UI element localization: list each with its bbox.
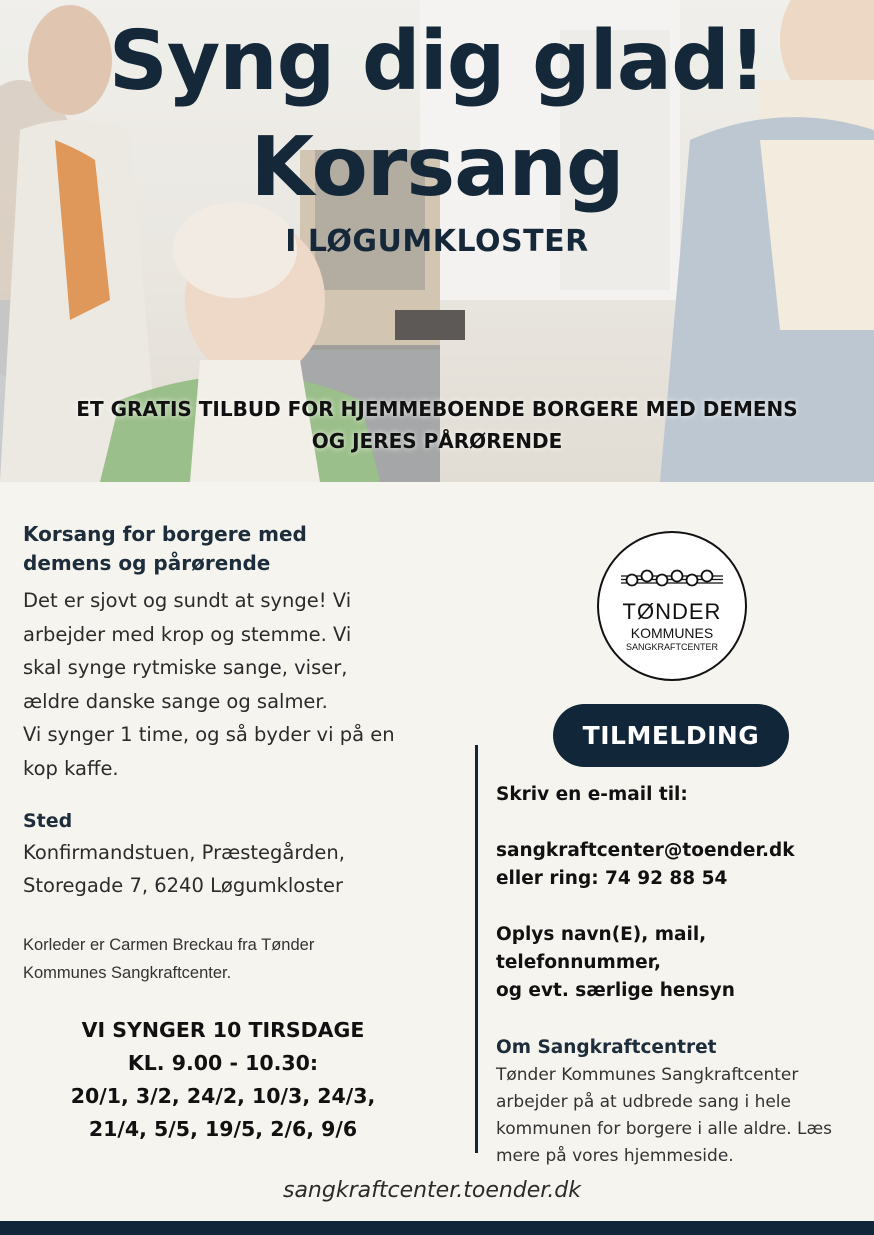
hero-photo	[0, 0, 874, 482]
schedule-line2: KL. 9.00 - 10.30:	[127, 1051, 319, 1075]
intro-heading	[23, 520, 443, 578]
right-column	[496, 781, 856, 1170]
spacer	[496, 893, 856, 921]
about-body	[496, 1062, 856, 1170]
schedule	[23, 1014, 423, 1146]
intro-body-line: Vi synger 1 time, og så byder vi på en	[23, 723, 395, 746]
logo-line1: TØNDER	[622, 599, 722, 624]
left-column	[23, 520, 443, 987]
hero-location: I LØGUMKLOSTER	[285, 224, 589, 259]
about-heading: Om Sangkraftcentret	[496, 1037, 717, 1058]
leader-line2: Kommunes Sangkraftcenter.	[23, 964, 232, 982]
intro-body-line: skal synge rytmiske sange, viser,	[23, 656, 348, 679]
registration-info-line1: Oplys navn(E), mail,	[496, 924, 707, 945]
venue-line1: Konfirmandstuen, Præstegården,	[23, 841, 345, 864]
about-body-line: kommunen for borgere i alle aldre. Læs	[496, 1119, 833, 1139]
intro-body-line: Det er sjovt og sundt at synge! Vi	[23, 589, 352, 612]
intro-body	[23, 584, 443, 785]
registration-button[interactable]: TILMELDING	[553, 704, 789, 767]
music-notes-icon	[599, 565, 745, 595]
schedule-line1: VI SYNGER 10 TIRSDAGE	[81, 1018, 365, 1042]
about-body-line: Tønder Kommunes Sangkraftcenter	[496, 1065, 799, 1085]
about-body-line: mere på vores hjemmeside.	[496, 1146, 734, 1166]
footer-website-link[interactable]: sangkraftcenter.toender.dk	[282, 1178, 582, 1203]
hero-title-line2: Korsang	[250, 120, 624, 215]
hero-tagline	[30, 393, 844, 457]
venue-address	[23, 836, 443, 902]
leader-line1: Korleder er Carmen Breckau fra Tønder	[23, 936, 315, 954]
logo-line2: KOMMUNES	[630, 625, 714, 641]
hero-tagline-line2: OG JERES PÅRØRENDE	[311, 429, 563, 453]
intro-body-line: kop kaffe.	[23, 756, 119, 780]
logo-line3: SANGKRAFTCENTER	[625, 642, 718, 652]
sangkraftcenter-logo	[597, 531, 747, 681]
registration-phone: eller ring: 74 92 88 54	[496, 868, 728, 889]
footer-bar	[0, 1221, 874, 1235]
registration-email-link[interactable]: sangkraftcenter@toender.dk	[496, 840, 795, 861]
schedule-dates-line1: 20/1, 3/2, 24/2, 10/3, 24/3,	[70, 1084, 376, 1108]
registration-info-line3: og evt. særlige hensyn	[496, 980, 735, 1001]
leader-note	[23, 931, 443, 987]
intro-heading-line1: Korsang for borgere med	[23, 522, 307, 546]
intro-body-line: arbejder med krop og stemme. Vi	[23, 622, 352, 646]
registration-info-line2: telefonnummer,	[496, 952, 662, 973]
schedule-dates-line2: 21/4, 5/5, 19/5, 2/6, 9/6	[88, 1117, 358, 1141]
venue-heading: Sted	[23, 810, 73, 832]
hero-title-line1: Syng dig glad!	[108, 14, 766, 109]
registration-intro: Skriv en e-mail til:	[496, 784, 688, 805]
intro-body-line: ældre danske sange og salmer.	[23, 689, 328, 713]
column-divider	[475, 745, 478, 1153]
venue-line2: Storegade 7, 6240 Løgumkloster	[23, 874, 344, 897]
hero-tagline-line1: ET GRATIS TILBUD FOR HJEMMEBOENDE BORGERE MED DEMENS	[76, 397, 798, 421]
about-body-line: arbejder på at udbrede sang i hele	[496, 1092, 791, 1112]
intro-heading-line2: demens og pårørende	[23, 551, 271, 575]
spacer	[496, 809, 856, 837]
